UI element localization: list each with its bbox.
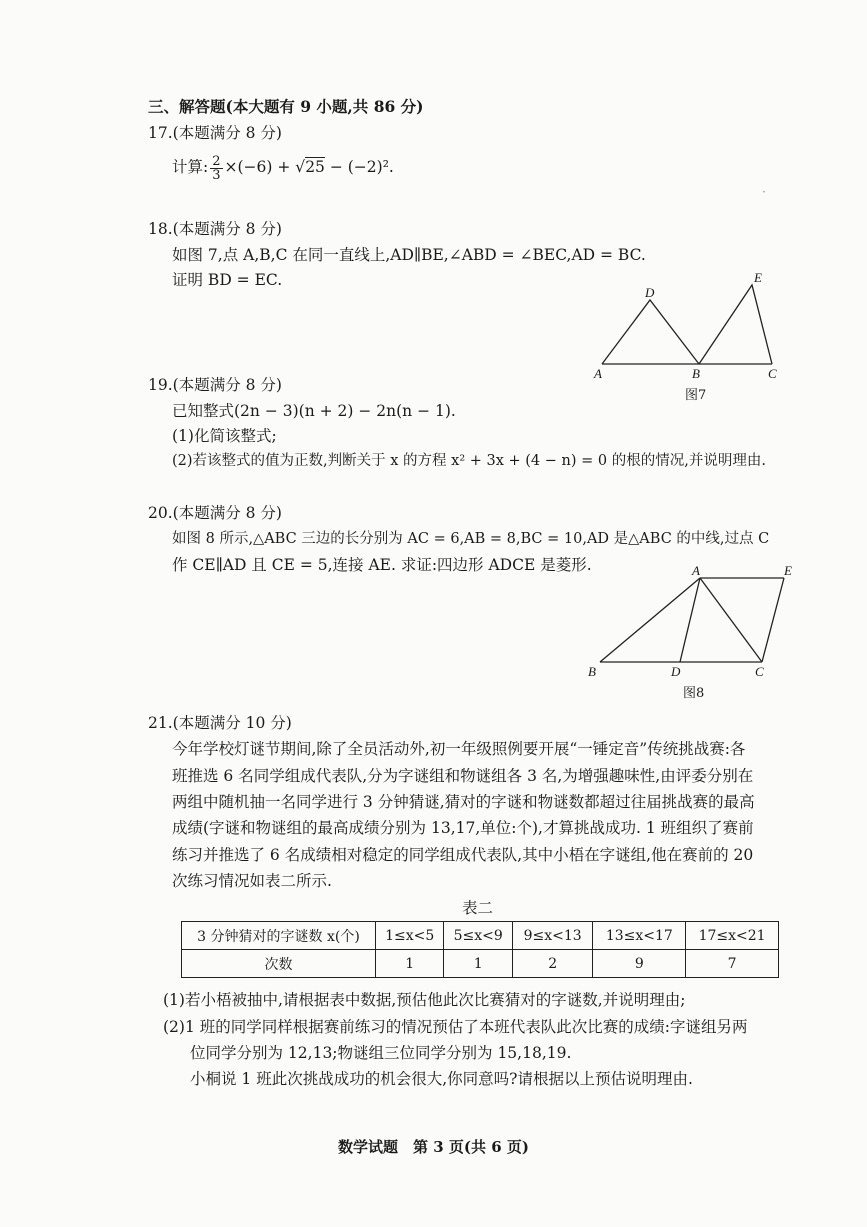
table-range-cell: 13≤x<17 — [593, 922, 686, 950]
table-count-cell: 1 — [444, 950, 512, 978]
q21-para-line: 练习并推选了 6 名成绩相对稳定的同学组成代表队,其中小梧在字谜组,他在赛前的 20 — [172, 846, 754, 864]
q19-header: 19.(本题满分 8 分) — [148, 376, 282, 394]
q20-header: 20.(本题满分 8 分) — [148, 504, 282, 522]
q19-line2: (1)化简该整式; — [172, 427, 277, 445]
q17-radicand: 25 — [305, 158, 325, 176]
fig7-label-b: B — [692, 366, 700, 381]
q17-frac-num: 2 — [212, 153, 221, 169]
q21-sub2a: (2)1 班的同学同样根据赛前练习的情况预估了本班代表队此次比赛的成绩:字谜组另两 — [163, 1018, 748, 1036]
page-footer: 数学试题 第 3 页(共 6 页) — [338, 1138, 529, 1156]
fig7-caption: 图7 — [685, 388, 707, 403]
fig7-label-a: A — [594, 366, 602, 381]
scan-dot: · — [762, 185, 766, 199]
table-header-cell: 3 分钟猜对的字谜数 x(个) — [182, 922, 376, 950]
q17-prefix: 计算: — [172, 158, 209, 176]
q18-line2: 证明 BD = EC. — [172, 271, 283, 289]
fig8-line-ec — [762, 578, 784, 662]
q20-line2: 作 CE∥AD 且 CE = 5,连接 AE. 求证:四边形 ADCE 是菱形. — [172, 556, 592, 574]
fig8-label-a: A — [692, 563, 700, 578]
fig7-triangle-bec — [699, 285, 772, 364]
fig8-line-ac — [700, 578, 762, 662]
table-count-cell: 9 — [593, 950, 686, 978]
q17-header: 17.(本题满分 8 分) — [148, 124, 282, 142]
q17-mid: ×(−6) + — [224, 158, 296, 176]
table-range-cell: 9≤x<13 — [512, 922, 593, 950]
fig8-label-d: D — [671, 664, 681, 679]
table-2 — [181, 921, 779, 978]
fig7-label-d: D — [645, 285, 655, 300]
q20-line1: 如图 8 所示,△ABC 三边的长分别为 AC = 6,AB = 8,BC = 10,AD 是△ABC 的中线,过点 C — [172, 531, 770, 547]
q21-para-line: 班推选 6 名同学组成代表队,分为字谜组和物谜组各 3 名,为增强趣味性,由评委分别在 — [172, 767, 754, 785]
table-title: 表二 — [462, 899, 494, 917]
fig8-label-c: C — [755, 664, 764, 679]
fig8-line-ab — [600, 578, 700, 662]
q21-sub2c: 小桐说 1 班此次挑战成功的机会很大,你同意吗?请根据以上预估说明理由. — [190, 1070, 693, 1088]
q21-para-line: 两组中随机抽一名同学进行 3 分钟猜谜,猜对的字谜和物谜数都超过往届挑战赛的最高 — [172, 793, 755, 811]
q19-line3: (2)若该整式的值为正数,判断关于 x 的方程 x² + 3x + (4 − n) = 0 的根的情况,并说明理由. — [172, 453, 766, 469]
fig8-label-e: E — [784, 563, 792, 578]
table-range-cell: 1≤x<5 — [376, 922, 444, 950]
q21-para-line: 今年学校灯谜节期间,除了全员活动外,初一年级照例要开展“一锤定音”传统挑战赛:各 — [172, 740, 746, 758]
table-row — [182, 950, 779, 978]
q17-frac-den: 3 — [212, 167, 221, 183]
q18-header: 18.(本题满分 8 分) — [148, 220, 282, 238]
table-range-cell: 17≤x<21 — [686, 922, 779, 950]
section-title: 三、解答题(本大题有 9 小题,共 86 分) — [148, 97, 424, 116]
q19-line1: 已知整式(2n − 3)(n + 2) − 2n(n − 1). — [172, 402, 456, 420]
fig7-label-c: C — [768, 366, 777, 381]
q21-para-line: 成绩(字谜和物谜组的最高成绩分别为 13,17,单位:个),才算挑战成功. 1 班组织了赛前 — [172, 819, 754, 837]
fig7-triangle-abd — [602, 300, 699, 364]
table-count-cell: 1 — [376, 950, 444, 978]
table-row — [182, 922, 779, 950]
q17-radical: √ — [295, 158, 306, 176]
fig8-caption: 图8 — [683, 686, 705, 701]
table-count-cell: 2 — [512, 950, 593, 978]
q17-tail: − (−2)². — [324, 158, 394, 176]
q21-sub2b: 位同学分别为 12,13;物谜组三位同学分别为 15,18,19. — [190, 1044, 572, 1062]
fig7-label-e: E — [754, 270, 762, 285]
q18-line1: 如图 7,点 A,B,C 在同一直线上,AD∥BE,∠ABD = ∠BEC,AD = BC. — [172, 246, 646, 264]
fig8-label-b: B — [588, 664, 596, 679]
q21-sub1: (1)若小梧被抽中,请根据表中数据,预估他此次比赛猜对的字谜数,并说明理由; — [163, 991, 686, 1009]
table-count-cell: 7 — [686, 950, 779, 978]
q21-para-line: 次练习情况如表二所示. — [172, 872, 332, 890]
q21-header: 21.(本题满分 10 分) — [148, 714, 292, 732]
table-range-cell: 5≤x<9 — [444, 922, 512, 950]
fig8-line-ad — [680, 578, 700, 662]
table-header-cell: 次数 — [182, 950, 376, 978]
